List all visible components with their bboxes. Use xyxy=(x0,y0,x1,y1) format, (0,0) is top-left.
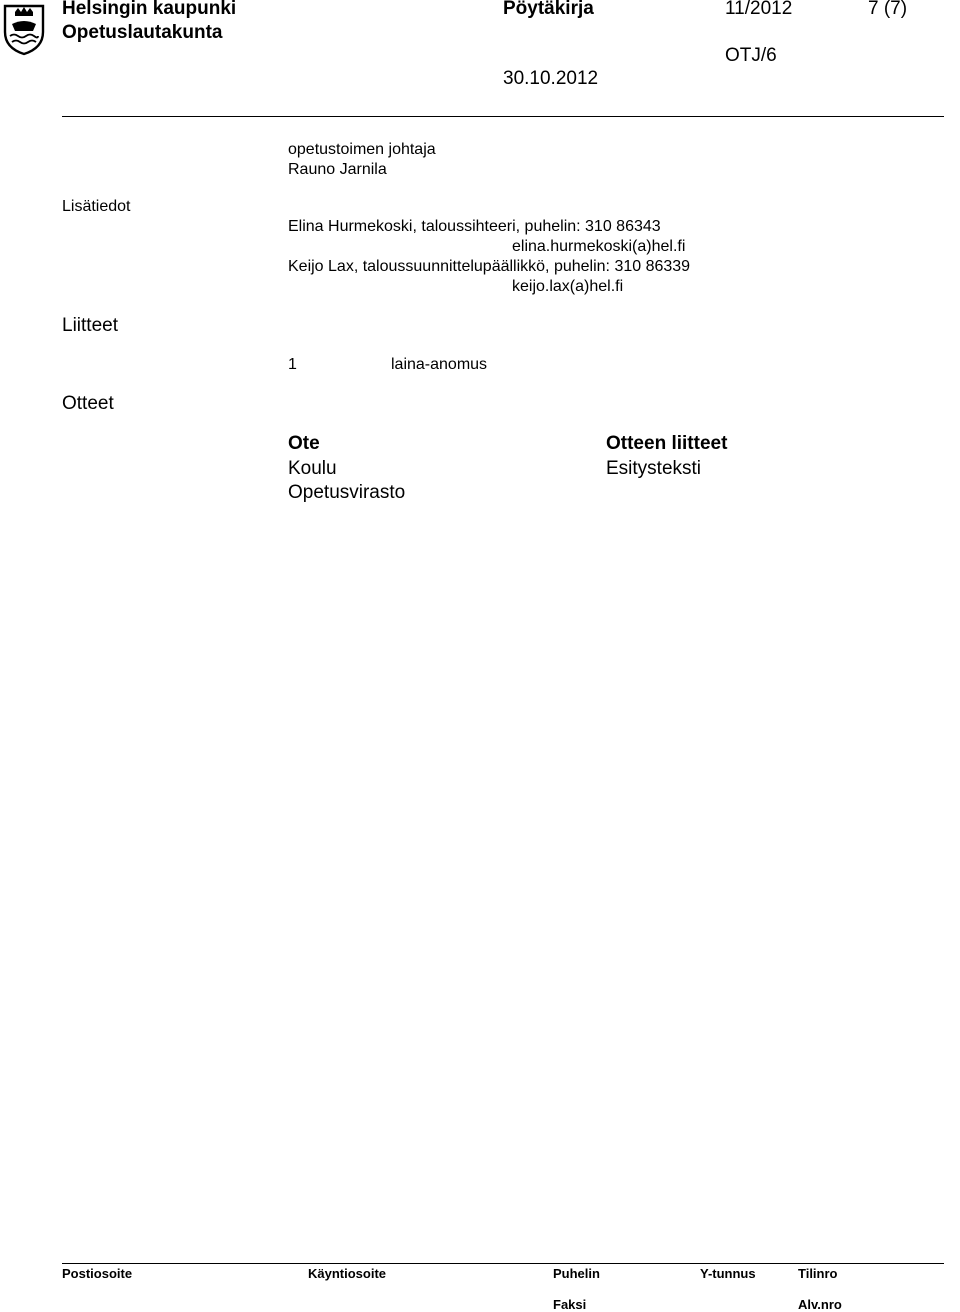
extracts-column-attachments: Otteen liitteet xyxy=(606,433,728,454)
signer-title: opetustoimen johtaja xyxy=(288,141,436,158)
footer-fax-label: Faksi xyxy=(553,1297,587,1312)
organization-name: Helsingin kaupunki xyxy=(62,0,237,19)
contact-email: keijo.lax(a)hel.fi xyxy=(512,278,624,295)
footer-divider xyxy=(62,1263,944,1264)
section-code: OTJ/6 xyxy=(725,45,777,66)
signer-name: Rauno Jarnila xyxy=(288,161,387,178)
extract-attachment: Esitysteksti xyxy=(606,458,702,479)
contact-email: elina.hurmekoski(a)hel.fi xyxy=(512,238,686,255)
footer-vat-label: Alv.nro xyxy=(798,1297,842,1312)
footer-account-label: Tilinro xyxy=(798,1266,838,1281)
extracts-column-ote: Ote xyxy=(288,433,320,454)
attachment-title: laina-anomus xyxy=(391,356,488,373)
attachments-label: Liitteet xyxy=(62,315,118,336)
footer-visiting-address-label: Käyntiosoite xyxy=(308,1266,387,1281)
footer-phone-label: Puhelin xyxy=(553,1266,600,1281)
document-date: 30.10.2012 xyxy=(503,68,599,89)
additional-info-label: Lisätiedot xyxy=(62,198,131,215)
footer-business-id-label: Y-tunnus xyxy=(700,1266,756,1281)
contact-line: Keijo Lax, taloussuunnittelupäällikkö, puhelin: 310 86339 xyxy=(288,258,691,275)
document-type: Pöytäkirja xyxy=(503,0,594,19)
attachment-number: 1 xyxy=(288,356,297,373)
extract-recipient: Opetusvirasto xyxy=(288,482,406,503)
organization-unit: Opetuslautakunta xyxy=(62,22,223,43)
contact-line: Elina Hurmekoski, taloussihteeri, puhelin: 310 86343 xyxy=(288,218,661,235)
header-divider xyxy=(62,116,944,117)
footer-postal-address-label: Postiosoite xyxy=(62,1266,133,1281)
extract-recipient: Koulu xyxy=(288,458,337,479)
helsinki-coat-of-arms-logo xyxy=(2,2,46,56)
extracts-label: Otteet xyxy=(62,393,114,414)
page-number: 7 (7) xyxy=(868,0,908,19)
document-number: 11/2012 xyxy=(725,0,793,19)
